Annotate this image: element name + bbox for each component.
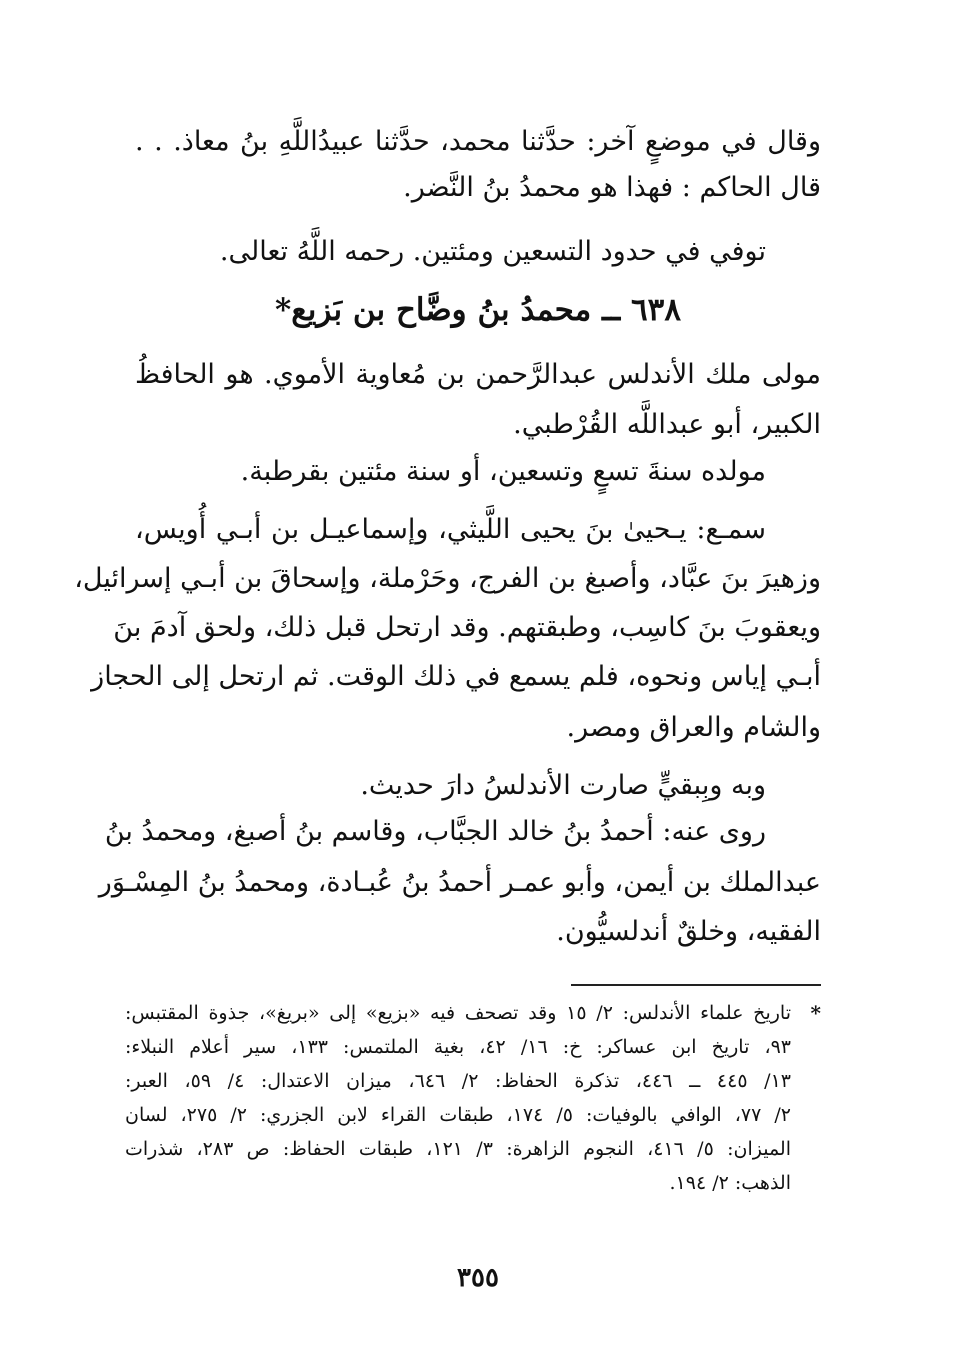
footnote-line: ١٣/ ٤٤٥ ــ ٤٤٦، تذكرة الحفاظ: ٢/ ٦٤٦، ميزان الاعتدال: ٤/ ٥٩، العبر: (125, 1070, 791, 1092)
footnote-line: ٢/ ٧٧، الوافي بالوفيات: ٥/ ١٧٤، طبقات القراء لابن الجزري: ٢/ ٢٧٥، لسان (125, 1104, 791, 1126)
text-line: قال الحاكم : فهذا هو محمدُ بنُ النَّضر. (403, 172, 821, 203)
text-line: روى عنه: أحمدُ بنُ خالد الجبَّاب، وقاسم بنُ أصبغ، ومحمدُ بنُ (104, 816, 766, 847)
footnote-marker: * (810, 1001, 821, 1025)
text-line: وبه وبِبقيٍّ صارت الأندلسُ دارَ حديث. (360, 770, 766, 801)
text-line: الكبير، أبو عبداللَّه القُرْطبي. (513, 409, 821, 440)
text-line: أبـي إياس ونحوه، فلم يسمع في ذلك الوقت. ثم ارتحل إلى الحجاز (91, 661, 821, 692)
text-line: الفقيه، وخلقٌ أندلسيُّون. (556, 916, 821, 947)
text-line: والشام والعراق ومصر. (566, 712, 821, 743)
footnote-line: تاريخ علماء الأندلس: ٢/ ١٥ وقد تصحف فيه «بزيع» إلى «بريغ»، جذوة المقتبس: (125, 1002, 791, 1024)
text-line: توفي في حدود التسعين ومئتين. رحمه اللَّهُ تعالى. (219, 236, 766, 267)
text-line: وقال في موضعٍ آخر: حدَّثنا محمد، حدَّثنا عبيدُاللَّهِ بنُ معاذ. . . (135, 126, 821, 157)
text-line: عبدالملك بن أيمن، وأبو عمـر أحمدُ بنُ عُبـادة، ومحمدُ بنُ المِسْـوَر (98, 867, 821, 898)
text-line: وزهيرَ بنَ عبَّاد، وأصبغ بن الفرج، وحَرْملة، وإسحاقَ بن أبـي إسرائيل، (74, 563, 821, 594)
page-number: ٣٥٥ (457, 1263, 499, 1293)
text-line: مولى ملك الأندلس عبدالرَّحمن بن مُعاوية الأموي. هو الحافظُ (135, 359, 821, 390)
footnote-divider (571, 984, 821, 986)
text-line: سمـع: يـحيىٰ بنَ يحيى اللَّيثي، وإسماعيـل بن أبـي أُويس، (135, 514, 766, 545)
entry-heading: ٦٣٨ ــ محمدُ بنُ وضَّاح بن بَزيع* (275, 292, 681, 328)
footnote-line: الميزان: ٥/ ٤١٦، النجوم الزاهرة: ٣/ ١٢١، طبقات الحفاظ: ص ٢٨٣، شذرات (125, 1138, 792, 1160)
text-line: ويعقوبَ بنَ كاسِب، وطبقتهم. وقد ارتحل قبل ذلك، ولحق آدمَ بنَ (113, 612, 821, 643)
text-line: مولده سنةَ تسعٍ وتسعين، أو سنة مئتين بقرطبة. (240, 456, 766, 487)
footnote-line: ٩٣، تاريخ ابن عساكر: خ: ١٦/ ٤٢، بغية الملتمس: ١٣٣، سير أعلام النبلاء: (125, 1036, 791, 1058)
footnote-line: الذهب: ٢/ ١٩٤. (669, 1172, 791, 1194)
